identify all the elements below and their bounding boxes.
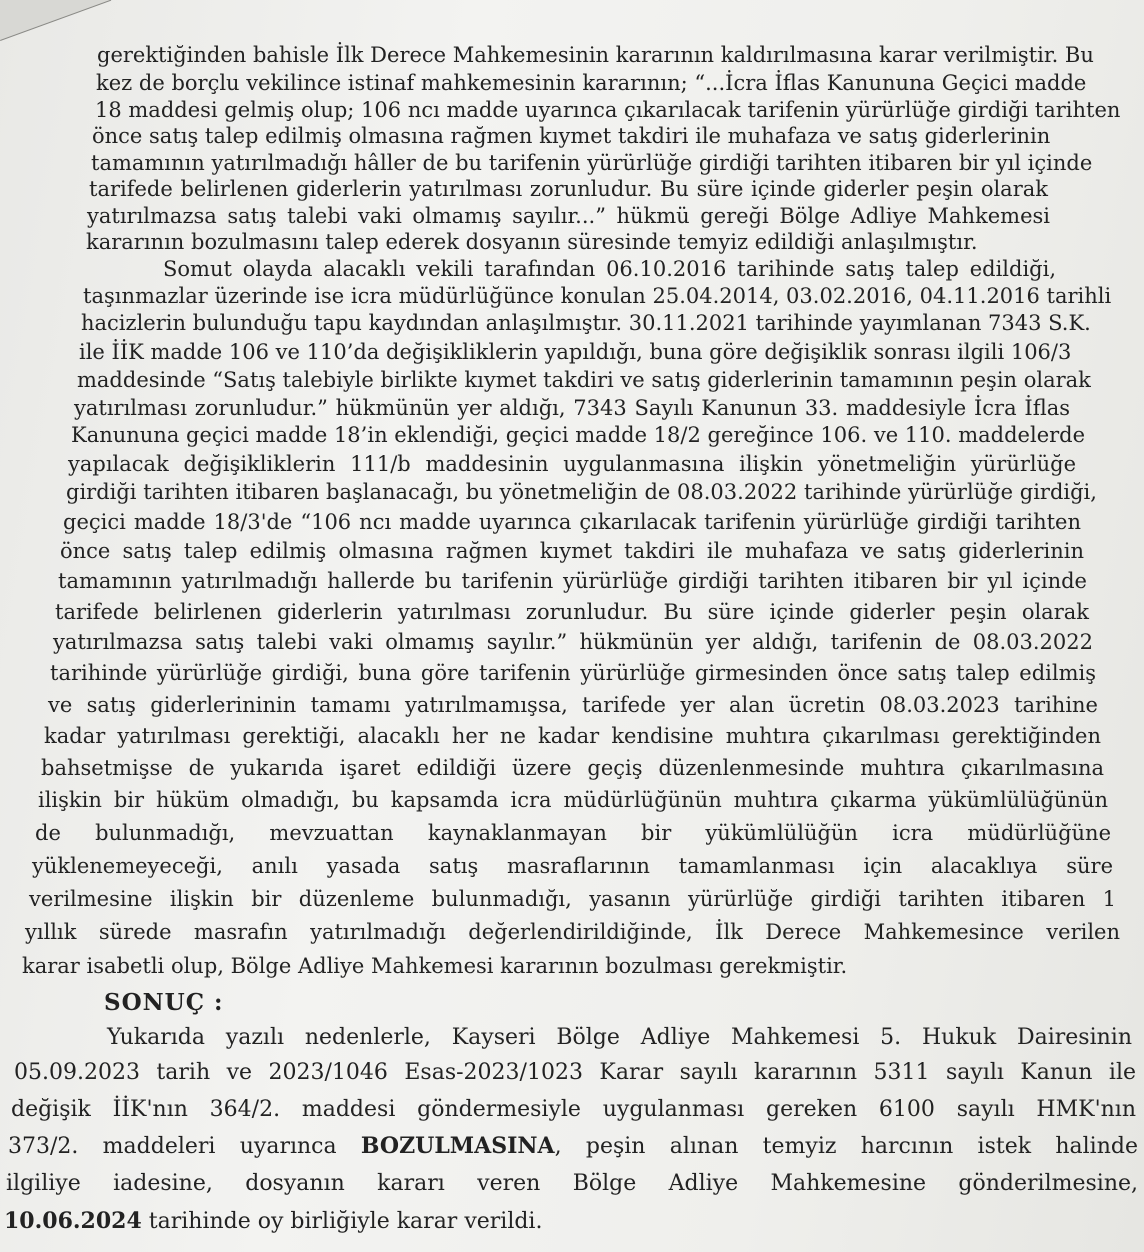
text-line: tarifede belirlenen giderlerin yatırılması zorunludur. Bu süre içinde giderler peşin olarak (55, 600, 1089, 624)
text-line: hacizlerin bulunduğu tapu kaydından anlaşılmıştır. 30.11.2021 tarihinde yayımlanan 7343 S.K. (81, 311, 1091, 335)
text-line: yıllık sürede masrafın yatırılmadığı değerlendirildiğinde, İlk Derece Mahkemesince verilen (25, 920, 1120, 944)
text-line: de bulunmadığı, mevzuattan kaynaklanmayan bir yükümlülüğün icra müdürlüğüne (35, 821, 1111, 845)
text-line: verilmesine ilişkin bir düzenleme bulunmadığı, yasanın yürürlüğe girdiği tarihten itibaren 1 (29, 887, 1116, 911)
text-line: gerektiğinden bahisle İlk Derece Mahkemesinin kararının kaldırılmasına karar verilmiştir. Bu (97, 43, 1094, 67)
text-line: yatırılmazsa satış talebi vaki olmamış sayılır.” hükmünün yer aldığı, tarifenin de 08.03.2022 (53, 630, 1093, 654)
text-line: tarifede belirlenen giderlerin yatırılması zorunludur. Bu süre içinde giderler peşin olarak (89, 177, 1048, 201)
ruling-bozulmasina: BOZULMASINA (360, 1133, 555, 1159)
text-line: Kanununa geçici madde 18’in eklendiği, geçici madde 18/2 gereğince 106. ve 110. maddelerde (71, 423, 1086, 447)
text-line: tamamının yatırılmadığı hâller de bu tarifenin yürürlüğe girdiği tarihten itibaren bir yıl içinde (91, 151, 1093, 175)
conclusion-heading: SONUÇ : (104, 989, 224, 1016)
text-line: önce satış talep edilmiş olmasına rağmen kıymet takdiri ile muhafaza ve satış giderlerinin (60, 539, 1084, 563)
text-line: ilişkin bir hüküm olmadığı, bu kapsamda icra müdürlüğünün muhtıra çıkarma yükümlülüğünün (38, 788, 1108, 812)
text-line: yatırılmazsa satış talebi vaki olmamış sayılır...” hükmü gereği Bölge Adliye Mahkemesi (87, 204, 1050, 228)
conclusion-line: 05.09.2023 tarih ve 2023/1046 Esas-2023/1023 Karar sayılı kararının 5311 sayılı Kanun ile (14, 1060, 1136, 1085)
text-line: girdiği tarihten itibaren başlanacağı, bu yönetmeliğin de 08.03.2022 tarihinde yürürlüğe girdiği, (66, 480, 1097, 504)
conclusion-line (4, 1207, 542, 1236)
text-line: karar isabetli olup, Bölge Adliye Mahkemesi kararının bozulması gerekmiştir. (22, 954, 848, 978)
conclusion-text: , peşin alınan temyiz harcının istek halinde (554, 1134, 1138, 1159)
text-line: bahsetmişse de yukarıda işaret edildiği üzere geçiş düzenlenmesinde muhtıra çıkarılmasına (41, 756, 1104, 780)
conclusion-line: değişik İİK'nın 364/2. maddesi göndermesiyle uygulanması gereken 6100 sayılı HMK'nın (11, 1097, 1136, 1122)
text-line: ve satış giderlerininin tamamı yatırılmamışsa, tarifede yer alan ücretin 08.03.2023 tarihine (48, 693, 1098, 717)
text-line: geçici madde 18/3'de “106 ncı madde uyarınca çıkarılacak tarifenin yürürlüğe girdiği tarihten (63, 510, 1081, 534)
conclusion-text: tarihinde oy birliğiyle karar verildi. (141, 1209, 543, 1234)
text-line: tarihinde yürürlüğe girdiği, buna göre tarifenin yürürlüğe girmesinden önce satış talep edilmiş (50, 661, 1096, 685)
conclusion-line (8, 1132, 1138, 1161)
text-line: 18 maddesi gelmiş olup; 106 ncı madde uyarınca çıkarılacak tarifenin yürürlüğe girdiği tarihten (95, 98, 1121, 122)
text-line: önce satış talep edilmiş olmasına rağmen kıymet takdiri ile muhafaza ve satış giderlerinin (92, 124, 1051, 148)
text-line: yüklenemeyeceği, anılı yasada satış masraflarının tamamlanması için alacaklıya süre (32, 854, 1113, 878)
conclusion-line: ilgiliye iadesine, dosyanın kararı veren Bölge Adliye Mahkemesine gönderilmesine, (6, 1171, 1138, 1196)
text-line: yapılacak değişikliklerin 111/b maddesinin uygulanmasına ilişkin yönetmeliğin yürürlüğe (68, 452, 1076, 476)
text-line: ile İİK madde 106 ve 110’da değişikliklerin yapıldığı, buna göre değişiklik sonrası ilgili 106/3 (79, 340, 1072, 364)
text-line: kararının bozulmasını talep ederek dosyanın süresinde temyiz edildiği anlaşılmıştır. (86, 230, 978, 254)
text-line: Somut olayda alacaklı vekili tarafından 06.10.2016 tarihinde satış talep edildiği, (163, 257, 1056, 281)
conclusion-line: Yukarıda yazılı nedenlerle, Kayseri Bölge Adliye Mahkemesi 5. Hukuk Dairesinin (107, 1025, 1132, 1050)
text-line: kez de borçlu vekilince istinaf mahkemesinin kararının; “...İcra İflas Kanununa Geçici madde (96, 71, 1087, 95)
text-line: yatırılması zorunludur.” hükmünün yer aldığı, 7343 Sayılı Kanunun 33. maddesiyle İcra İflas (74, 396, 1070, 420)
text-line: maddesinde “Satış talebiyle birlikte kıymet takdiri ve satış giderlerinin tamamının peşin olarak (77, 368, 1091, 392)
text-line: tamamının yatırılmadığı hallerde bu tarifenin yürürlüğe girdiği tarihten itibaren bir yıl içinde (58, 569, 1087, 593)
text-line: taşınmazlar üzerinde ise icra müdürlüğünce konulan 25.04.2014, 03.02.2016, 04.11.2016 tarihli (83, 284, 1112, 308)
conclusion-text: 373/2. maddeleri uyarınca (8, 1134, 361, 1159)
decision-date: 10.06.2024 (4, 1208, 142, 1234)
text-line: kadar yatırılması gerektiği, alacaklı her ne kadar kendisine muhtıra çıkarılması gerektiğinden (44, 724, 1101, 748)
